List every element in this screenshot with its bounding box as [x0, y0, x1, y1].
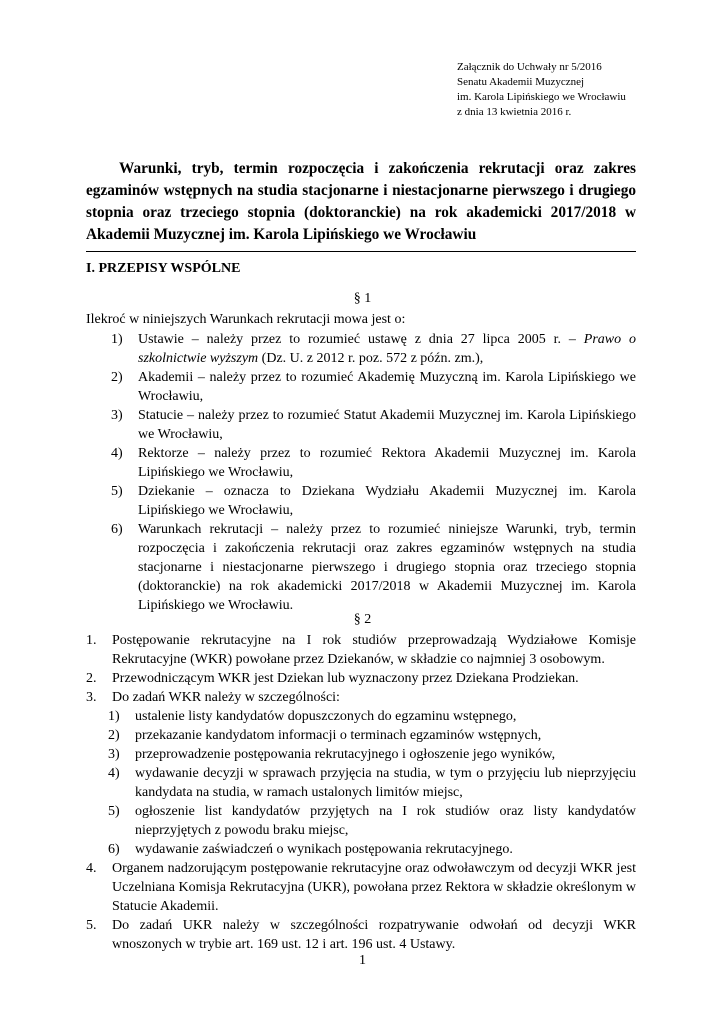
act-title: Prawo o szkolnictwie wyższym: [138, 332, 636, 366]
list-item-text: Postępowanie rekrutacyjne na I rok studiów przeprowadzają Wydziałowe Komisje Rekrutacyjne (WKR) powołane przez Dziekanów, w składzie co najmniej 3 osobowym.: [112, 633, 636, 667]
list-item: [86, 916, 636, 954]
section-heading: I. PRZEPISY WSPÓLNE: [86, 261, 241, 276]
list-item: [86, 688, 636, 707]
list-item: [86, 631, 636, 669]
sub-item-number: 6): [108, 842, 120, 857]
list-item: [111, 406, 636, 444]
list-item: [86, 859, 636, 916]
sub-list-item: [108, 726, 636, 745]
definitions-list: [111, 330, 636, 615]
annex-line: Senatu Akademii Muzycznej: [457, 76, 585, 88]
list-item: [111, 444, 636, 482]
list-item-number: 4.: [86, 861, 97, 876]
list-item-text: Do zadań UKR należy w szczególności rozpatrywanie odwołań od decyzji WKR wnoszonych w trybie art. 169 ust. 12 i art. 196 ust. 4 Ustawy.: [112, 918, 636, 952]
list-item-text: Organem nadzorującym postępowanie rekrutacyjne oraz odwoławczym od decyzji WKR jest Uczelniana Komisja Rekrutacyjna (UKR), powołana przez Rektora w składzie określonym w Statucie Akademii.: [112, 861, 636, 914]
page-number: 1: [359, 953, 366, 968]
paragraph-intro: Ilekroć w niniejszych Warunkach rekrutacji mowa jest o:: [86, 312, 406, 327]
sub-list-item: [108, 745, 636, 764]
annex-note: [457, 60, 626, 120]
sub-list: [108, 707, 636, 859]
sub-item-text: ogłoszenie list kandydatów przyjętych na I rok studiów oraz listy kandydatów nieprzyjętych z powodu braku miejsc,: [135, 804, 636, 838]
annex-line: im. Karola Lipińskiego we Wrocławiu: [457, 91, 626, 103]
annex-line: Załącznik do Uchwały nr 5/2016: [457, 61, 602, 73]
sub-item-number: 3): [108, 747, 120, 762]
list-item-number: 5.: [86, 918, 97, 933]
list-item-number: 5): [111, 484, 123, 499]
sub-item-number: 5): [108, 804, 120, 819]
sub-list-item: [108, 840, 636, 859]
sub-list-item: [108, 707, 636, 726]
sub-list-item: [108, 764, 636, 802]
sub-item-text: przeprowadzenie postępowania rekrutacyjnego i ogłoszenie jego wyników,: [135, 747, 556, 762]
sub-item-number: 2): [108, 728, 120, 743]
list-item-text: Statucie – należy przez to rozumieć Statut Akademii Muzycznej im. Karola Lipińskiego we Wrocławiu,: [138, 408, 636, 442]
sub-item-text: wydawanie zaświadczeń o wynikach postępowania rekrutacyjnego.: [135, 842, 513, 857]
paragraph-label: § 2: [353, 612, 372, 627]
document-title: [86, 158, 636, 252]
list-item: [86, 669, 636, 688]
list-item-number: 2): [111, 370, 123, 385]
paragraph-label: § 1: [353, 291, 372, 306]
list-item: [111, 520, 636, 615]
list-item-number: 3): [111, 408, 123, 423]
list-item-number: 1.: [86, 633, 97, 648]
list-item-text: Rektorze – należy przez to rozumieć Rektora Akademii Muzycznej im. Karola Lipińskiego we Wrocławiu,: [138, 446, 636, 480]
list-item-number: 3.: [86, 690, 97, 705]
sub-item-number: 4): [108, 766, 120, 781]
list-item-number: 4): [111, 446, 123, 461]
list-item-number: 2.: [86, 671, 97, 686]
list-item-text: (Dz. U. z 2012 r. poz. 572 z późn. zm.),: [258, 351, 484, 366]
list-item-number: 1): [111, 332, 123, 347]
sub-list-item: [108, 802, 636, 840]
list-item-text: Warunkach rekrutacji – należy przez to rozumieć niniejsze Warunki, tryb, termin rozpoczęcia i zakończenia rekrutacji oraz zakres egzaminów wstępnych na studia stacjonarne i niestacjonarne pierwszego i drugiego stopnia oraz trzeciego stopnia (doktoranckie) na rok akademicki 2017/2018 w Akademii Muzycznej im. Karola Lipińskiego we Wrocławiu.: [138, 522, 636, 613]
sub-item-text: przekazanie kandydatom informacji o terminach egzaminów wstępnych,: [135, 728, 542, 743]
list-item: [111, 368, 636, 406]
list-item-text: Dziekanie – oznacza to Dziekana Wydziału Akademii Muzycznej im. Karola Lipińskiego we Wrocławiu,: [138, 484, 636, 518]
list-item: [111, 482, 636, 520]
sub-item-text: wydawanie decyzji w sprawach przyjęcia na studia, w tym o przyjęciu lub nieprzyjęciu kandydata na studia, w ramach ustalonych limitów miejsc,: [135, 766, 636, 800]
title-text: Warunki, tryb, termin rozpoczęcia i zakończenia rekrutacji oraz zakres egzaminów wstępnych na studia stacjonarne i niestacjonarne pierwszego i drugiego stopnia oraz trzeciego stopnia (doktoranckie) na rok akademicki 2017/2018 w Akademii Muzycznej im. Karola Lipińskiego we Wrocławiu: [86, 160, 636, 243]
sub-item-text: ustalenie listy kandydatów dopuszczonych do egzaminu wstępnego,: [135, 709, 517, 724]
list-item: [111, 330, 636, 368]
list-item-text: Do zadań WKR należy w szczególności:: [112, 690, 340, 705]
rules-list: [86, 631, 636, 954]
sub-item-number: 1): [108, 709, 120, 724]
list-item-number: 6): [111, 522, 123, 537]
list-item-text: Akademii – należy przez to rozumieć Akademię Muzyczną im. Karola Lipińskiego we Wrocławiu,: [138, 370, 636, 404]
annex-line: z dnia 13 kwietnia 2016 r.: [457, 106, 572, 118]
list-item-text: Przewodniczącym WKR jest Dziekan lub wyznaczony przez Dziekana Prodziekan.: [112, 671, 579, 686]
list-item-text: Ustawie – należy przez to rozumieć ustawę z dnia 27 lipca 2005 r. –: [138, 332, 584, 347]
